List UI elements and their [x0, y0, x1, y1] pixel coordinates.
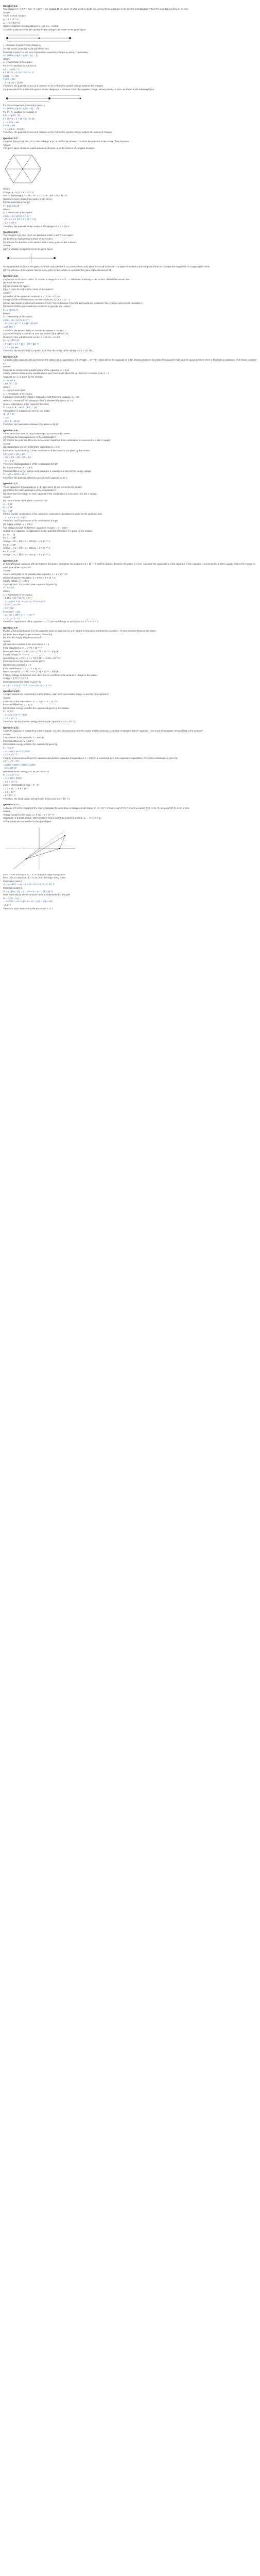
answer-label: Answer — [3, 143, 11, 146]
text-line: = 0.6 × 10⁻⁵ — [3, 790, 15, 793]
text-line: Electrostatic energy stored in the capacitor is given by, — [3, 743, 58, 746]
text-line: Potential at point Q, — [3, 886, 23, 889]
question-heading: Question 2.12: — [3, 803, 20, 806]
equation-image: = 1.2 × 10⁻⁵ J — [3, 753, 18, 756]
text-line: Capacitance between the parallel plates of the capacitor, C = 8 pF — [3, 368, 70, 371]
question-text: Two charges 2 μC and −2 μC are placed at points A and B 6 cm apart. — [3, 234, 74, 237]
equation-image: W = q₁[V₂ − V₁] — [3, 896, 19, 900]
text-line: = 6 × 10⁻⁶ J — [3, 794, 15, 797]
text-line: Charge = VC = 100 × 4 = 200 pC = 4 × 10⁻¹⁰ C — [3, 553, 50, 556]
question-text: A regular hexagon of side 10 cm has a charge 5 μC at each of its vertices. Calculate the potential at the centre of the hexagon. — [3, 140, 130, 143]
text-line: (c) At a point 18 cm from the centre of the sphere? — [3, 288, 54, 291]
text-line: Where, — [3, 57, 11, 60]
text-line: (a) The situation is represented in the given figure. — [3, 247, 54, 250]
text-line: Therefore, the potential at the centre of the hexagon is 2.7 × 10⁶ V. — [3, 225, 70, 228]
text-line: If supply voltage is removed, then there will be no effect on the amount of charge in the plates. — [3, 673, 97, 676]
text-line: Therefore, capacitance of the capacitor is 17.71 pF and charge on each plate is 1.771 × 10⁻⁹ C. — [3, 620, 99, 623]
equation-image: C = kε₀A / d — [3, 379, 15, 382]
text-line: Charge, q = 5 μC = 5 × 10⁻⁶ C — [3, 191, 34, 194]
text-line: Capacitance, C, is given by the formula, — [3, 375, 43, 378]
equation-image: 1/4πε₀ = 9 × 10⁹ N C⁻² m⁻² — [3, 214, 31, 217]
equation-image: E' = ½ × C' × V² — [3, 773, 19, 776]
text-line: (b) Dielectric constant, k = 6 — [3, 664, 31, 667]
equation-image: C = ε₀A / d — [3, 586, 14, 589]
question-heading: Question 2.7: — [3, 482, 19, 485]
text-line: (b) The direction of the electric field at every point on this surface is normal to the plane in the direction of AB. — [3, 268, 112, 272]
text-line: Potential difference (V') across each capacitor is equal to one-third of the supply voltage. — [3, 469, 92, 472]
question-heading: Question 2.11: — [3, 726, 20, 729]
text-line: (a) Inside the sphere — [3, 281, 24, 284]
equation-image: 1/C' = 1/C + 1/C + 1/C — [3, 452, 26, 455]
document-page — [0, 0, 260, 910]
equation-image: ∴ C' = 300 pF — [3, 767, 17, 770]
text-line: Therefore, the electric field at a point 18 cm from the centre of the sphere is 4.4 × 10⁴ N/C. — [3, 349, 94, 352]
equation-image: = 0.6 × 10⁻⁵ J — [3, 780, 18, 783]
question-2-4 — [3, 275, 257, 352]
equation-image: 1/4πε₀ = 9 × 10⁹ N m² C⁻² — [3, 318, 30, 321]
text-line: Where, — [3, 385, 11, 388]
text-line: Potential across the plates is given by, — [3, 681, 42, 684]
equation-image: = 1.5 × 10⁻⁸ J — [3, 717, 18, 720]
text-line: ε₀ = Permittivity of free space — [3, 392, 32, 395]
equation-image: C' = k₁ε₀A / d₁ = 6ε₀A / (d/2) … (ii) — [3, 406, 37, 409]
equation-image: C' = 2 × 6C — [3, 413, 15, 416]
text-line: (a) What is the total capacitance of the combination? — [3, 489, 56, 492]
text-line: Electric potential at point O, — [3, 201, 31, 204]
text-line: Distance of the point from the centre, d = 18 cm = 0.18 m — [3, 335, 61, 338]
text-line: Point P is at a distance, d₁ = 3 cm, from the origin along z-axis. — [3, 873, 66, 876]
equation-image: = 1/600 + 1/600 = 2/600 = 1/300 — [3, 763, 36, 766]
text-line: Where, — [3, 589, 11, 592]
question-heading: Question 2.8: — [3, 560, 19, 563]
equation-image: 5 × 10⁻⁸/r = 3 × 10⁻⁸/(0.16 − r) — [3, 71, 34, 74]
equation-image: q₁/r = −q₂/(d − r) — [3, 67, 20, 71]
text-line: New charge, q' = C'V = 6 × 1.771 × 10⁻⁹ = 1.06 × 10⁻⁸ C — [3, 656, 60, 659]
answer-label: Answer — [3, 639, 11, 642]
equation-image: V₁ = q / (4πε₀ × d₁) = 9 × 10⁹ × 8 × 10⁻³ / (3 × 10⁻²) — [3, 883, 55, 886]
equation-image: = 9 × 10⁹ × 1.6 × 10⁻⁷ / (18 × 10⁻²)² — [3, 342, 39, 345]
equation-image: E₁ = q / (4πε₀d²) — [3, 339, 20, 342]
equation-image: ∴ q = VC = 100 × 17.71 × 10⁻¹² — [3, 614, 35, 617]
text-line: Point Q is at a distance, d₂ = 4 cm, from the origin along y-axis. — [3, 876, 66, 879]
question-2-2 — [3, 137, 257, 228]
text-line: A = Area of each plate — [3, 389, 26, 392]
text-line: r = Distance of point P from charge q₁ — [3, 44, 41, 47]
equation-image: ∴ V = 6 × 9 × 10⁹ × 5 × 10⁻⁶ / 0.1 — [3, 218, 37, 221]
text-line: ε₀ = Permittivity of free space — [3, 211, 32, 214]
text-line: Work done (W) by the electrostatic force is independent of the path. — [3, 893, 71, 896]
text-line: Side of the hexagon, l = AB = BC = CD = DE = EF = FA = 10 cm — [3, 194, 67, 197]
equation-image: = 2.7 × 10⁶ V — [3, 221, 16, 224]
text-line: Consider a point P on the line joining the two charges, as shown in the given figure. — [3, 28, 86, 31]
text-line: If supply is disconnected from the capacitor and another capacitor of capacitance C = 600 pF is connected to it, then equivalent capacitance (C') of the combination is given by, — [3, 756, 178, 759]
text-line: For C = 4 pF, — [3, 550, 16, 553]
question-2-8 — [3, 560, 257, 624]
equation-image: = 12 × 8 = 96 pF — [3, 419, 20, 422]
text-line: New capacitance, C' = kC = 6 × 1.771 × 10⁻¹¹ = 106 pF — [3, 650, 59, 653]
text-line: (a) Capacitance of each of the three capacitors, C = 9 pF — [3, 446, 60, 449]
text-line: For V = 0, equation (ii) reduces to — [3, 110, 37, 113]
question-heading: Question 2.5: — [3, 355, 19, 358]
question-text: A spherical conductor of radius 12 cm has a charge of 1.6 × 10⁻⁷ C distributed uniformly on its surface. What is the electric field — [3, 278, 130, 281]
question-2-11 — [3, 726, 257, 801]
question-text: Three capacitors each of capacitance 9 pF are connected in series. — [3, 432, 71, 435]
equation-image: ∴ E = 1.6 × 10⁻⁷ × 9 × 10⁹ / (0.12)² — [3, 322, 38, 325]
equation-image: V' = V/3 = 120/3 = 40 V — [3, 473, 27, 476]
text-line: Charge = 1.771 × 10⁻⁹ C — [3, 677, 28, 680]
equation-image: 0.16/r = 8/5 — [3, 78, 15, 81]
answer-label: Answer — [3, 365, 11, 368]
text-line: Charge = VC = 100 × 2 = 200 pC = 2 × 10⁻¹⁰ C — [3, 540, 50, 543]
text-line: Charge on a capacitor of capacitance C and potential difference V is given by the relation, — [3, 530, 93, 533]
question-2-10 — [3, 690, 257, 724]
equation-image: = −2 × 10⁻⁹ × 9 × 10⁹ × 8 × 10⁻³ (1/4 − 1/3) × 10² — [3, 900, 53, 903]
text-line: ∴ s = 0.4 m = 40 cm — [3, 127, 24, 130]
question-2-12 — [3, 803, 257, 910]
text-line: Charge is uniformly distributed over the conductor, q = 1.6 × 10⁻⁷ C — [3, 298, 71, 301]
text-line: ε₀ = Permittivity of free space — [3, 315, 32, 318]
text-line: (b) Just outside the sphere — [3, 284, 30, 287]
question-2-6 — [3, 429, 257, 480]
equation-image: C₁ = 2 pF — [3, 502, 13, 505]
question-text: Three capacitors of capacitances 2 pF, 3 pF and 4 pF are connected in parallel. — [3, 485, 83, 488]
question-heading: Question 2.3: — [3, 231, 19, 234]
text-line: For V = 0, equation (i) reduces to — [3, 64, 37, 67]
outside-charge-figure — [3, 93, 85, 103]
text-line: Where, — [3, 208, 11, 211]
equation-image: E = ½ CV² — [3, 710, 14, 713]
text-line: Initial capacitance, C = 1.771 × 10⁻¹¹ F — [3, 667, 42, 670]
text-line: ε₀ = Permittivity of free space — [3, 593, 32, 596]
text-line: (a) What is the total capacitance of the combination? — [3, 435, 56, 438]
text-line: Therefore, the potential is zero at a distance of 10 cm from the positive charge between the charges. — [3, 84, 104, 88]
question-heading: Question 2.10: — [3, 690, 20, 693]
equation-image: 1/C' = 1/C + 1/C — [3, 760, 20, 763]
question-text: A parallel plate capacitor with air between the plates has a capacitance of 8 pF (1pF = 10⁻¹² F). What will be the capacitance if the distance between the plates is reduced by half, and the space between them is filled with a substance of dielectric constant 6? — [3, 358, 257, 365]
text-line: Where, — [3, 188, 11, 190]
text-line: Suppose point P is outside the system of two charges at a distance s from the negative charge, where potential is zero, as shown in the following figure. — [3, 88, 155, 91]
text-line: Potential at point P, — [3, 879, 23, 883]
text-line: Initially, distance between the parallel plates was d and it was filled with air. Dielectric constant of air, k = 1 — [3, 372, 109, 375]
equation-image: q₁/s = −q₂/(s − d) — [3, 114, 20, 117]
text-line: Let the electric potential (V) at point P be zero. — [3, 47, 50, 50]
text-line: Taking ratios of equations (i) and (ii), we obtain — [3, 409, 50, 412]
text-line: Electric field inside a spherical conductor is zero. This is because if there is field inside the conductor, then charges will move to neutralize it. — [3, 301, 143, 304]
equation-image: = 4.4 × 10⁴ N/C — [3, 346, 19, 349]
equation-image: C₃ = 4 pF — [3, 509, 13, 512]
question-heading: Question 2.1: — [3, 5, 19, 7]
answer-label: Answer — [3, 697, 11, 699]
text-line: (a) Capacitances of the given capacitors are — [3, 499, 47, 502]
text-line: An equipotential surface is the plane on which total potential is zero everywhere. This plane is normal to line AB. The plane is located at the mid-point of line AB because the magnitude of charges is the same. — [3, 265, 211, 268]
equation-image: 1 − 0.16/s = 3/5 — [3, 121, 19, 124]
text-line: Therefore, the electrostatic energy lost in the process is 6 × 10⁻⁶ J. — [3, 797, 71, 800]
text-line: (b) Supply voltage, V = 100 V — [3, 523, 33, 526]
question-2-1 — [3, 5, 257, 134]
text-line: q = VC …(i) — [3, 533, 15, 536]
equation-image: V₂ = q / (4πε₀ d₂) = 9 × 10⁹ × 8 × 10⁻³ / (4 × 10⁻²) — [3, 890, 53, 893]
text-line: (c) Electric field at a point 18 m from the centre of the sphere = E₁ — [3, 332, 69, 335]
text-line: Potential difference, V = 200 V — [3, 739, 34, 742]
text-line: Initial capacitance, C = 1.771 × 10⁻¹¹ F — [3, 647, 42, 650]
equation-image: = 10⁵ N C⁻¹ — [3, 326, 15, 328]
text-line: All the points are represented in the given figure. — [3, 820, 52, 823]
text-line: Therefore, the capacitance between the plates is 96 pF. — [3, 423, 59, 426]
answer-label: Answer — [3, 733, 11, 736]
text-line: Magnitude of a small charge, which is taken from a point P to point R to point Q, q₁ = −2 × 10⁻⁹ C — [3, 817, 100, 820]
equation-image: = 1/9 + 1/9 + 1/9 = 3/9 = 1/3 — [3, 456, 31, 459]
text-line: Supply voltage, V = 100 V — [3, 653, 29, 656]
text-line: (b) Determine the charge on each capacitor if the combination is connected to a 100 V supply. — [3, 492, 97, 495]
answer-label: Answer — [3, 11, 11, 14]
text-line: (a) While the voltage supply remained connected. — [3, 633, 53, 636]
question-2-7 — [3, 482, 257, 557]
two-charge-figure — [3, 33, 75, 42]
question-text: A 12 pF capacitor is connected to a 50V battery. How much electrostatic energy is stored in the capacitor? — [3, 693, 109, 696]
text-line: Therefore, total capacitance of the combination is 3 pF. — [3, 463, 58, 466]
text-line: For C = 3 pF, — [3, 543, 16, 546]
answer-label: Answer — [3, 569, 11, 572]
equation-image: E = ½ CV² — [3, 746, 14, 749]
text-line: New capacitance, C' = kC = 6 × 1.771 × 10⁻¹¹ = 106 pF — [3, 670, 59, 673]
text-line: Dielectric constant of the substance filled in between the plates, k₁ = 6 — [3, 399, 73, 402]
equation-image: = 1.27 J — [3, 903, 11, 906]
axes-figure — [3, 825, 80, 872]
equation-image: ∴ C' = 3 μF — [3, 459, 14, 462]
text-line: If distance between the plates is reduced to half, then new distance, d₁ = d/2 — [3, 396, 80, 399]
question-text: A 600 pF capacitor is charged by a 200 V supply. It is then disconnected from the supply and is connected to another uncharged 600 pF capacitor. How much electrostatic energy is lost in the process? — [3, 729, 203, 732]
question-heading: Question 2.6: — [3, 429, 19, 432]
answer-label: Answer — [3, 442, 11, 445]
text-line: (a) Identify an equipotential surface of the system. — [3, 237, 54, 240]
text-line: Charge located at the origin, q = 8 mC = 8 × 10⁻³ C — [3, 813, 55, 816]
equation-image: = 12C — [3, 416, 9, 419]
text-line: Where, — [3, 312, 11, 315]
question-text: In a parallel plate capacitor with air between the plates, each plate has an area of 6 × 10⁻³ m² and the distance between the plates is 3 mm. Calculate the capacitance of the capacitor. If this capacitor is connected to a 100 V supply, what is the charge on each plate of the capacitor? — [3, 563, 256, 569]
text-line: Therefore, the electric field just outside the sphere is 10⁵ N C⁻¹. — [3, 329, 67, 332]
equation-image: V = 6q / (4πε₀d) — [3, 204, 20, 207]
equation-image: ∴ C' = 2 + 3 + 4 = 9 pF — [3, 516, 26, 519]
text-line: Capacitor of the capacitance, C = 12 pF = 12 × 10⁻¹² F — [3, 700, 58, 703]
text-line: q₁ = 5 × 10⁻⁸ C — [3, 18, 19, 21]
text-line: Hence, capacitance of the capacitor becomes — [3, 402, 49, 405]
answer-label: Answer — [3, 244, 11, 247]
text-line: New electrostatic energy can be calculated as — [3, 770, 49, 773]
answer-label: Answer — [3, 810, 11, 813]
text-line: The voltage through all the three capacitors is same = V = 100 V — [3, 526, 68, 529]
text-line: For the parallel combination of the capacitors, equivalent capacitor C' is given by the algebraic sum, — [3, 513, 103, 516]
text-line: Charge = VC = 100 × 3 = 300 pC = 3 × 10⁻¹⁰ C — [3, 547, 50, 550]
text-line: = 1.2 × 10⁻⁵ − 0.6 × 10⁻⁵ — [3, 787, 29, 790]
text-line: Equivalent capacitance (C') of the combination of the capacitors is given by the relation, — [3, 449, 91, 452]
text-line: (b) After the supply was disconnected. — [3, 636, 42, 639]
text-line: Electrostatic energy stored in the capacitor is given by the relation, — [3, 706, 70, 709]
equation-image: 5 × 10⁻⁸/s = 3 × 10⁻⁸/(s − 0.16) — [3, 117, 35, 121]
question-heading: Question 2.4: — [3, 275, 19, 278]
answer-label: Answer — [3, 292, 11, 295]
equation-image: V = (1/4πε₀)·(q₁/s + q₂/(s − d)) … (ii) — [3, 107, 40, 110]
equation-image: = ½ × 12 × 10⁻¹² × (50)² — [3, 713, 27, 716]
question-text: A charge of 8 mC is located at the origin. Calculate the work done in taking a small charge of −2 × 10⁻⁹ C from a point P (0, 0, 3 cm) to a point Q (0, 4 cm, 0), via a point R (0, 6 cm, 9 cm). — [3, 806, 190, 809]
hexagon-figure — [3, 152, 44, 186]
text-line: Therefore, the electrostatic energy stored in the capacitor is 1.5 × 10⁻⁸ J. — [3, 720, 76, 723]
question-2-9 — [3, 626, 257, 687]
question-text: Two charges 5 × 10⁻⁸ C and −3 × 10⁻⁸ C are located 16 cm apart. At what point(s) on the line joining the two charges is the electric potential zero? Take the potential at infinity to be zero. — [3, 8, 189, 11]
text-line: = 8.854 × 10⁻¹² N⁻¹ m⁻² C⁻² — [3, 597, 31, 600]
text-line: (b) What is the direction of the electric field at every point on this surface? — [3, 241, 77, 244]
equation-image: C₂ = 3 pF — [3, 506, 13, 509]
equation-image: ∴ C = 8.854 × 10⁻¹² × 6 × 10⁻³ / (3 × 10⁻³) — [3, 600, 46, 603]
text-line: q₂ = −3 × 10⁻⁸ C — [3, 21, 20, 24]
equation-image: = ½ × 300 × (200)² — [3, 777, 22, 780]
text-line: The given figure shows six equal amount of charges, q, at the vertices of a regular hexagon. — [3, 147, 95, 150]
text-line: Distance of each vertex from centre O, d = 10 cm — [3, 197, 53, 200]
text-line: Capacitance of the capacitor, C = 600 pF — [3, 736, 44, 739]
text-line: There are two charges, — [3, 14, 27, 18]
text-line: (b) What is the potential difference across each capacitor if the combination is connected to a 120 V supply? — [3, 439, 111, 442]
text-line: For C = 2 pF, — [3, 536, 16, 539]
text-line: Therefore, the potential difference across each capacitor is 40 V. — [3, 476, 68, 479]
equation-image: = ½ × 600 × 10⁻¹² × (200)² — [3, 750, 30, 753]
equation-image: 0.16/r − 1 = 3/5 — [3, 74, 19, 77]
text-line: Potential difference, V = 50 V — [3, 703, 32, 706]
answer-label: Answer — [3, 496, 11, 499]
equation-image: 0.16/s = 2/5 — [3, 124, 15, 127]
text-line: (b) Supply voltage, V = 100 V — [3, 466, 33, 469]
equation-image: V' = q/C' = 1.771 × 10⁻⁹ / (106 × 10⁻¹²) = 16.7 V — [3, 684, 51, 687]
text-line: Capacitance C of a parallel plate capacitor is given by, — [3, 583, 58, 586]
equipotential-figure — [3, 252, 60, 264]
question-2-3 — [3, 231, 257, 272]
text-line: Loss in electrostatic energy = E − E' — [3, 784, 39, 787]
text-line: Therefore, work done during the process is 1.27 J. — [3, 907, 54, 910]
text-line: Distance between the two charges, d = 16 cm = 0.16 m — [3, 25, 59, 28]
equation-image: = ε₀A / d … (i) — [3, 382, 18, 385]
text-line: Potential across the plates remains 100 V. — [3, 660, 45, 663]
text-line: Area of each plate of the parallel plate capacitor, A = 6 × 10⁻³ m² — [3, 573, 68, 575]
text-line: Therefore, total capacitance of the combination is 9 pF. — [3, 519, 58, 522]
equation-image: V = (1/4πε₀)·(q₁/r + q₂/(d − r)) … (i) — [3, 54, 38, 57]
equation-image: = 17.71 × 10⁻¹² F — [3, 603, 21, 606]
question-heading: Question 2.2: — [3, 137, 19, 140]
question-heading: Question 2.9: — [3, 626, 19, 629]
equation-image: = 1.771 × 10⁻⁹ C — [3, 617, 21, 620]
equation-image: = 17.71 pF — [3, 606, 14, 609]
text-line: ∴ r = 0.1 m = 10 cm — [3, 81, 23, 84]
text-line: Potential at point P is the sum of potentials caused by charges q₁ and q₂ respectively. — [3, 50, 89, 54]
text-line: (a) Dielectric constant of the mica sheet, k = 6 — [3, 643, 49, 646]
text-line: Distance between the plates, d = 3 mm = 3 × 10⁻³ m — [3, 576, 56, 579]
question-text: Explain what would happen if in the capacitor given in Exercise 2.8, a 3 mm thick mica sheet (of dielectric constant = 6) were inserted between the plates, — [3, 630, 157, 633]
text-line: (a) Radius of the spherical conductor, r = 12 cm = 0.12 m — [3, 295, 60, 298]
text-line: For this arrangement, potential is given by, — [3, 104, 46, 107]
text-line: Supply voltage, V = 100 V — [3, 580, 29, 583]
text-line: ε₀ = Permittivity of free space — [3, 61, 32, 64]
equation-image: Potential V = q/C — [3, 610, 21, 613]
question-2-5 — [3, 355, 257, 427]
text-line: Therefore, the potential is zero at a distance of 40 cm from the positive charge outside the system of charges. — [3, 131, 113, 134]
equation-image: E = q / (4πε₀r²) — [3, 309, 19, 312]
text-line: (b) Electric field E just outside the conductor is given by the relation, — [3, 305, 71, 308]
